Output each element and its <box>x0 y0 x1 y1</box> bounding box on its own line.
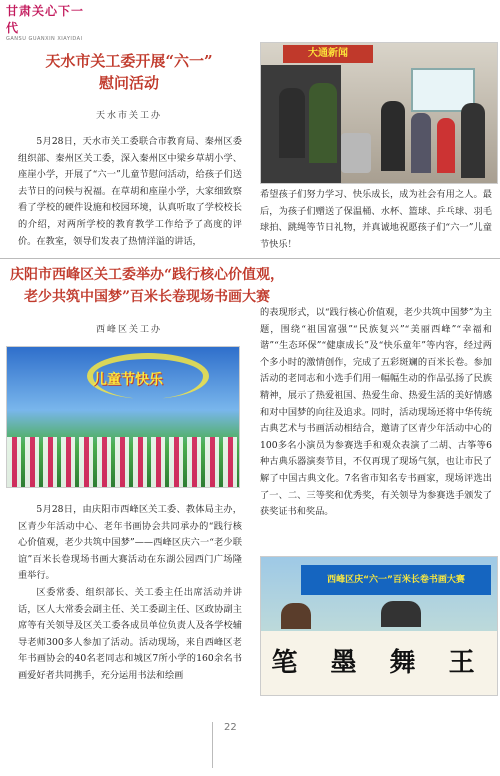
article1-title <box>18 50 240 94</box>
article2-title <box>10 264 310 308</box>
photo-performers <box>7 437 239 487</box>
photo-people <box>281 603 311 629</box>
photo-person <box>381 101 405 171</box>
article1-continuation: 希望孩子们努力学习、快乐成长，成为社会有用之人。最后，为孩子们赠送了保温桶、水杯、篮球、乒乓球、羽毛球拍、跳绳等节日礼物，并真诚地祝愿孩子们“六一”儿童节快乐！ <box>260 189 492 250</box>
photo-calligraphy-scroll: 笔 墨 舞 王 <box>261 631 497 695</box>
photo-people <box>381 601 421 627</box>
article2-paragraph2: 区委常委、组织部长、关工委主任出席活动并讲话，区人大常委会副主任、关工委副主任、区政协副主席等有关领导及区关工委各成员单位负责人及各学校辅导老师300多人参加了活动。活动现场，来自西峰区老年书画协会的40名老同志和城区7所小学的160余名书画爱好者共同携手，充分运用书法和绘画 <box>18 586 242 681</box>
article2-paragraph1: 5月28日，由庆阳市西峰区关工委、教体局主办，区青少年活动中心、老年书画协会共同承办的“践行核心价值观，老少共筑中国梦”——西峰区庆六一“老少联谊”百米长卷现场书画大赛活动在东湖公园西门广场隆重举行。 <box>18 504 242 582</box>
photo-stage-text: 儿童节快乐 <box>93 372 163 388</box>
section-divider <box>0 258 500 259</box>
photo-banner: 西峰区庆“六一”百米长卷书画大赛 <box>301 565 491 595</box>
photo-person <box>461 103 485 178</box>
footer-rule <box>212 722 213 768</box>
article1-title-line1: 天水市关工委开展“六一” <box>45 52 213 70</box>
page-number: 22 <box>224 722 237 733</box>
photo-person <box>279 88 305 158</box>
photo-banner: 大通新闻 <box>283 45 373 63</box>
photo-child <box>437 118 455 173</box>
article2-photo-calligraphy <box>260 556 498 696</box>
logo-subtitle: GANSU GUANXIN XIAYIDAI <box>6 36 83 42</box>
photo-person <box>309 83 337 163</box>
article1-body <box>18 134 242 250</box>
logo-title: 甘肃关心下一代 <box>6 4 85 35</box>
photo-bucket <box>341 133 371 173</box>
article2-title-line2: 老少共筑中国梦”百米长卷现场书画大赛 <box>24 289 271 305</box>
article1-photo <box>260 42 498 184</box>
article2-title-line1: 庆阳市西峰区关工委举办“践行核心价值观， <box>10 267 285 283</box>
article2-body <box>18 502 242 685</box>
article1-title-line2: 慰问活动 <box>98 74 159 92</box>
article1-author: 天水市关工办 <box>95 111 162 121</box>
photo-person <box>411 113 431 173</box>
article2-right-column: 的表现形式，以“践行核心价值观，老少共筑中国梦”为主题，围绕“祖国富强”“民族复兴”“美丽西峰”“幸福和谐”“生态环保”“健康成长”及“快乐童年”等内容，经过两个多小时的激情创作，完成了五彩斑斓的百米长卷。参加活动的老同志和小选手们用一幅幅生动的作品弘扬了民族精神，展示了热爱祖国、热爱生命、热爱生活的美好情感和对中国梦的向往及追求。同时，活动现场还将中华传统古典艺术与书画活动相结合，邀请了区青少年活动中心的100多名小演员为参赛选手和观众表演了二胡、古筝等6种古典乐器演奏节目，不仅再现了现场气氛，也让市民了解了中国古典文化。7名省市知名专书画家，现场评选出了一、二、三等奖和优秀奖，有关领导为参赛选手颁发了获奖证书和奖品。 <box>260 307 492 518</box>
article2-author: 西峰区关工办 <box>95 325 162 335</box>
article2-photo-stage <box>6 346 240 488</box>
magazine-logo <box>6 2 96 42</box>
article1-paragraph: 5月28日，天水市关工委联合市教育局、秦州区委组织部、秦州区关工委，深入秦州区中梁乡草胡小学、座崖小学，开展了“六一”儿童节慰问活动，给孩子们送去节日的问候与祝福。在草胡和座崖小学，大家细致察看了学校的硬件设施和校园环境，认真听取了学校校长的介绍，对两所学校的教育教学工作给予了高度的评价。在教室，领导们发表了热情洋溢的讲话， <box>18 136 242 247</box>
